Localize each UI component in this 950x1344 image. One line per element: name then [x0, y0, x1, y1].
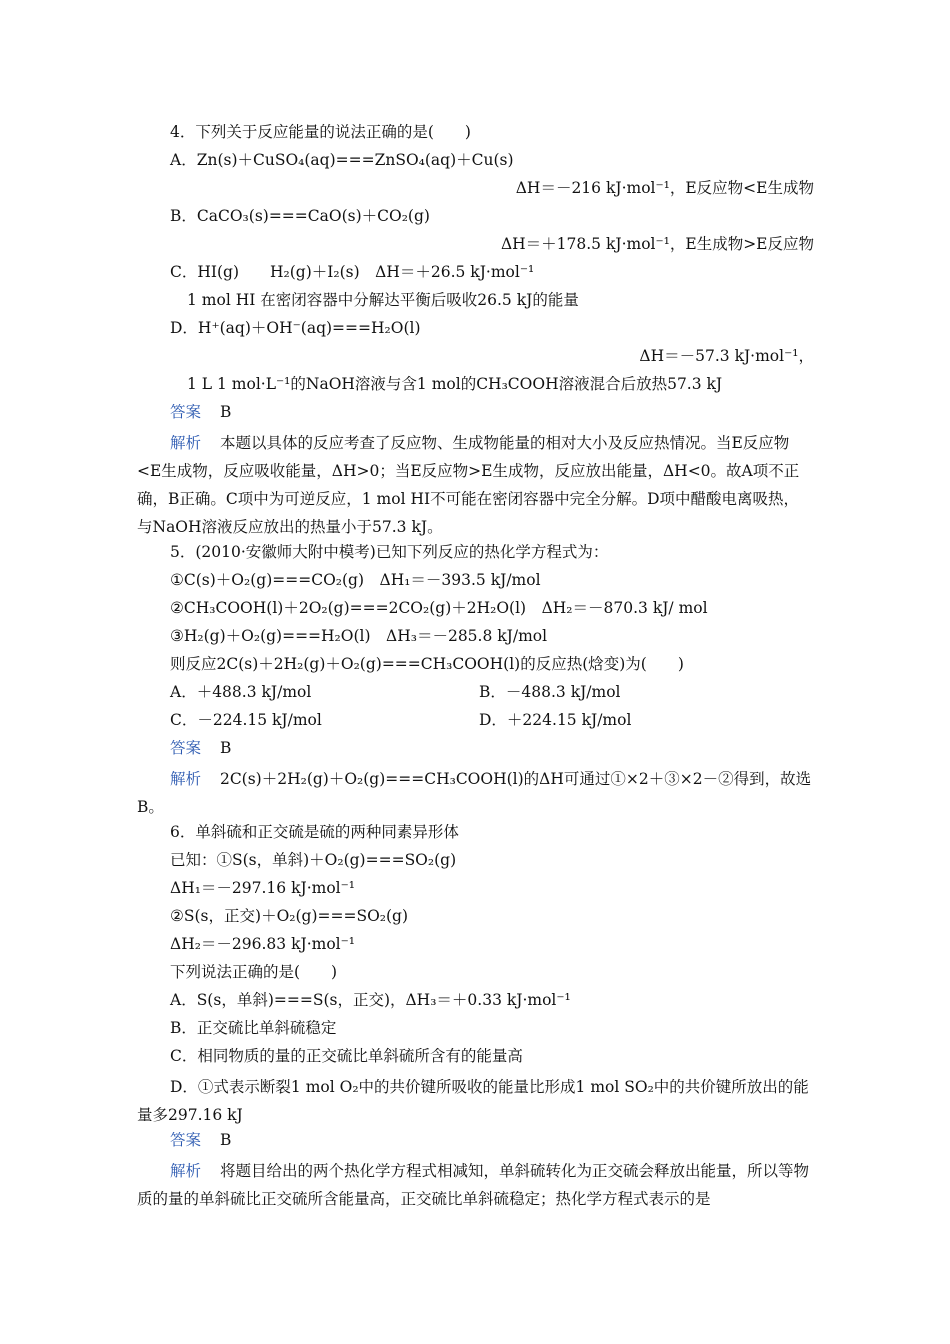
q5-option-c: C．－224.15 kJ/mol	[170, 711, 322, 729]
q6-option-d: D．①式表示断裂1 mol O₂中的共价键所吸收的能量比形成1 mol SO₂中的共价键所放出的能量多297.16 kJ	[137, 1078, 809, 1124]
q6-enthalpy-2: ΔH₂＝－296.83 kJ·mol⁻¹	[170, 935, 356, 953]
q6-option-a: A．S(s，单斜)===S(s，正交)，ΔH₃＝＋0.33 kJ·mol⁻¹	[170, 991, 571, 1009]
q6-reaction-2: ②S(s，正交)＋O₂(g)===SO₂(g)	[170, 907, 409, 925]
q6-enthalpy-1: ΔH₁＝－297.16 kJ·mol⁻¹	[170, 879, 356, 897]
q5-reaction-1: ①C(s)＋O₂(g)===CO₂(g) ΔH₁＝－393.5 kJ/mol	[170, 571, 541, 589]
answer-label: 答案	[170, 739, 202, 757]
q4-option-c-note: 1 mol HI 在密闭容器中分解达平衡后吸收26.5 kJ的能量	[187, 291, 579, 309]
answer-value: B	[219, 403, 232, 421]
q4-option-d: D．H⁺(aq)＋OH⁻(aq)===H₂O(l)	[170, 319, 421, 337]
answer-label: 答案	[170, 1131, 202, 1149]
q4-option-a-enthalpy: ΔH＝－216 kJ·mol⁻¹，E反应物<E生成物	[515, 179, 814, 197]
q6-option-b: B．正交硫比单斜硫稳定	[170, 1019, 337, 1037]
q6-answer	[170, 1129, 231, 1151]
q5-option-a: A．＋488.3 kJ/mol	[170, 683, 312, 701]
analysis-text: 2C(s)＋2H₂(g)＋O₂(g)===CH₃COOH(l)的ΔH可通过①×2＋③×2－②得到，故选B。	[137, 770, 812, 816]
answer-value: B	[219, 1131, 232, 1149]
analysis-text: 本题以具体的反应考查了反应物、生成物能量的相对大小及反应热情况。当E反应物<E生成物，反应吸收能量，ΔH>0；当E反应物>E生成物，反应放出能量，ΔH<0。故A项不正确，B正确。C项中为可逆反应，1 mol HI不可能在密闭容器中完全分解。D项中醋酸电离吸热，与NaOH溶液反应放出的热量小于57.3 kJ。	[137, 434, 800, 536]
q6-stem: 6．单斜硫和正交硫是硫的两种同素异形体	[170, 823, 459, 841]
q6-analysis	[137, 1157, 813, 1213]
q5-reaction-3: ③H₂(g)＋O₂(g)===H₂O(l) ΔH₃＝－285.8 kJ/mol	[170, 627, 548, 645]
q4-option-b: B．CaCO₃(s)===CaO(s)＋CO₂(g)	[170, 207, 430, 225]
q4-option-a: A．Zn(s)＋CuSO₄(aq)===ZnSO₄(aq)＋Cu(s)	[170, 151, 514, 169]
q5-reaction-2: ②CH₃COOH(l)＋2O₂(g)===2CO₂(g)＋2H₂O(l) ΔH₂＝－870.3 kJ/ mol	[170, 599, 708, 617]
q6-known-reaction-1: 已知：①S(s，单斜)＋O₂(g)===SO₂(g)	[170, 851, 457, 869]
q4-option-b-enthalpy: ΔH＝＋178.5 kJ·mol⁻¹，E生成物>E反应物	[500, 235, 814, 253]
analysis-label: 解析	[170, 1162, 202, 1180]
q5-option-d: D．＋224.15 kJ/mol	[479, 711, 632, 729]
q4-option-d-enthalpy: ΔH＝－57.3 kJ·mol⁻¹，	[639, 347, 814, 365]
q5-analysis	[137, 765, 813, 821]
analysis-text: 将题目给出的两个热化学方程式相减知，单斜硫转化为正交硫会释放出能量，所以等物质的量的单斜硫比正交硫所含能量高，正交硫比单斜硫稳定；热化学方程式表示的是	[137, 1162, 809, 1208]
answer-value: B	[219, 739, 232, 757]
q6-option-c: C．相同物质的量的正交硫比单斜硫所含有的能量高	[170, 1047, 523, 1065]
analysis-label: 解析	[170, 770, 202, 788]
q5-option-b: B．－488.3 kJ/mol	[479, 683, 621, 701]
analysis-label: 解析	[170, 434, 202, 452]
q4-option-c: C．HI(g) H₂(g)＋I₂(s) ΔH＝＋26.5 kJ·mol⁻¹	[170, 263, 535, 281]
q5-stem: 5．(2010·安徽师大附中模考)已知下列反应的热化学方程式为：	[170, 543, 609, 561]
q4-analysis	[137, 429, 813, 541]
q4-option-d-note: 1 L 1 mol·L⁻¹的NaOH溶液与含1 mol的CH₃COOH溶液混合后放热57.3 kJ	[187, 375, 723, 393]
q6-question: 下列说法正确的是( )	[170, 963, 338, 981]
q4-answer	[170, 401, 231, 423]
q5-question: 则反应2C(s)＋2H₂(g)＋O₂(g)===CH₃COOH(l)的反应热(焓变)为( )	[170, 655, 684, 673]
q5-answer	[170, 737, 231, 759]
q4-stem: 4．下列关于反应能量的说法正确的是( )	[170, 123, 471, 141]
answer-label: 答案	[170, 403, 202, 421]
